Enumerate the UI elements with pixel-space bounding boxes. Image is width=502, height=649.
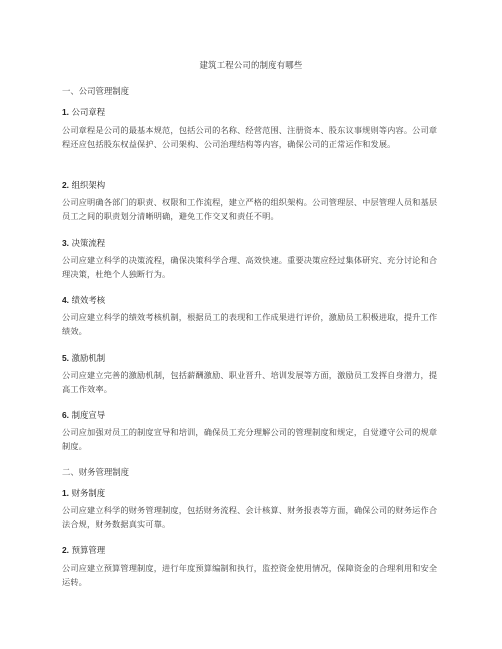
item-title: 激励机制 <box>71 353 106 363</box>
item-heading <box>62 179 105 191</box>
item-heading <box>62 352 105 364</box>
item-heading <box>62 237 105 249</box>
item-title: 绩效考核 <box>71 295 106 305</box>
item-title: 预算管理 <box>71 545 106 555</box>
item-paragraph: 公司应明确各部门的职责、权限和工作流程，建立严格的组织架构。公司管理层、中层管理人员和基层员工之间的职责划分清晰明确，避免工作交叉和责任不明。 <box>62 197 438 222</box>
item-paragraph: 公司应建立科学的绩效考核机制，根据员工的表现和工作成果进行评价，激励员工积极进取，提升工作绩效。 <box>62 312 438 337</box>
section-heading-management: 一、公司管理制度 <box>62 86 129 96</box>
item-paragraph: 公司应加强对员工的制度宣导和培训，确保员工充分理解公司的管理制度和规定，自觉遵守公司的规章制度。 <box>62 427 438 452</box>
item-number: 6. <box>62 410 69 420</box>
item-heading <box>62 487 105 499</box>
item-paragraph: 公司应建立科学的财务管理制度，包括财务流程、会计核算、财务报表等方面，确保公司的财务运作合法合规，财务数据真实可靠。 <box>62 505 438 530</box>
item-number: 5. <box>62 353 69 363</box>
item-paragraph: 公司应建立科学的决策流程，确保决策科学合理、高效快速。重要决策应经过集体研究、充分讨论和合理决策，杜绝个人独断行为。 <box>62 255 438 280</box>
item-number: 3. <box>62 238 69 248</box>
item-number: 4. <box>62 295 69 305</box>
item-heading <box>62 106 105 118</box>
item-number: 2. <box>62 545 69 555</box>
item-number: 2. <box>62 180 69 190</box>
item-number: 1. <box>62 488 69 498</box>
section-heading-finance: 二、财务管理制度 <box>62 467 129 477</box>
item-title: 组织架构 <box>71 180 106 190</box>
item-title: 决策流程 <box>71 238 106 248</box>
document-title: 建筑工程公司的制度有哪些 <box>199 60 303 70</box>
item-heading <box>62 294 105 306</box>
item-title: 财务制度 <box>71 488 106 498</box>
item-paragraph: 公司应建立预算管理制度，进行年度预算编制和执行，监控资金使用情况，保障资金的合理利用和安全运转。 <box>62 563 438 588</box>
item-title: 公司章程 <box>71 107 106 117</box>
item-title: 制度宣导 <box>71 410 106 420</box>
item-number: 1. <box>62 107 69 117</box>
item-heading <box>62 544 105 556</box>
item-paragraph: 公司应建立完善的激励机制，包括薪酬激励、职业晋升、培训发展等方面，激励员工发挥自身潜力，提高工作效率。 <box>62 370 438 395</box>
item-paragraph: 公司章程是公司的最基本规范，包括公司的名称、经营范围、注册资本、股东议事规则等内容。公司章程还应包括股东权益保护、公司架构、公司治理结构等内容，确保公司的正常运作和发展。 <box>62 125 438 150</box>
item-heading <box>62 409 105 421</box>
